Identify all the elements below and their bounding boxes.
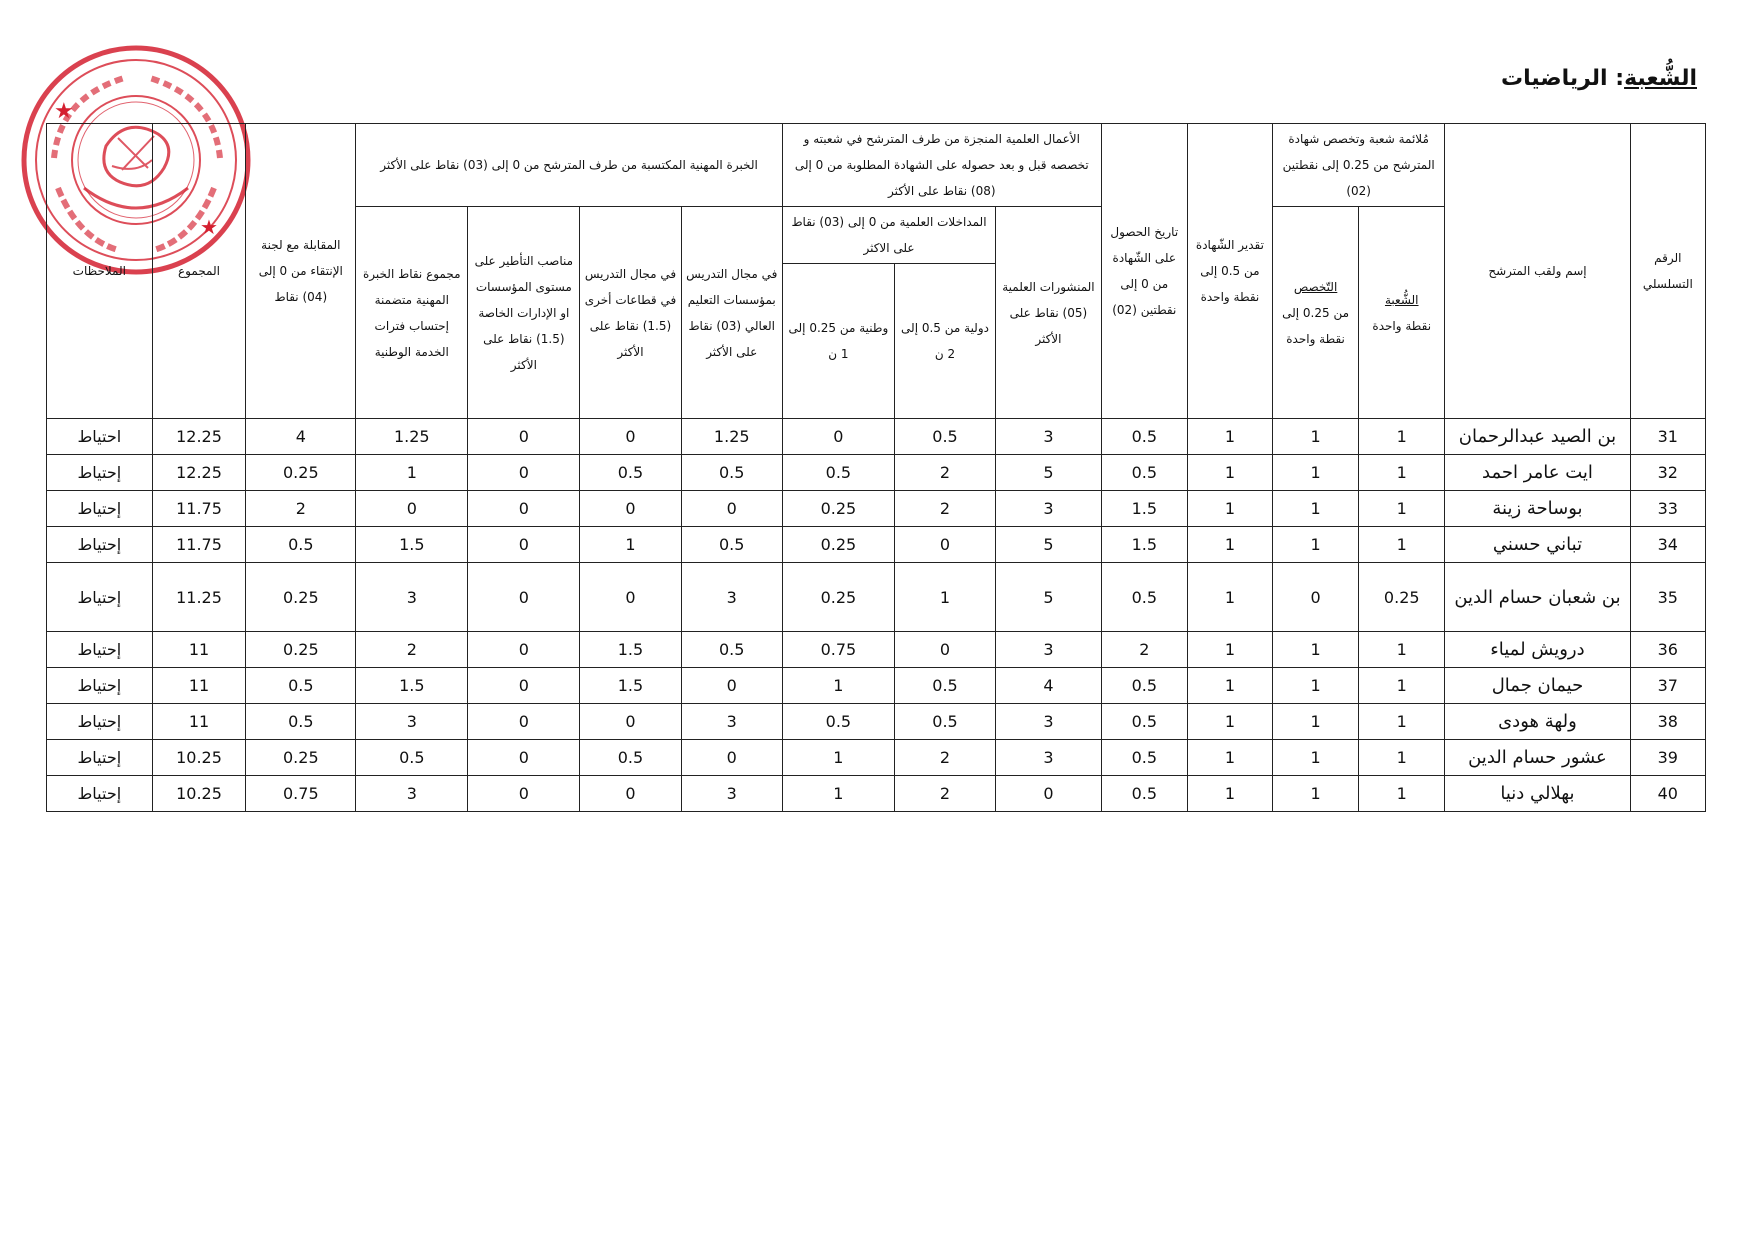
cell-interview: 4 [246, 419, 356, 455]
cell-publications: 3 [996, 419, 1102, 455]
cell-serial: 40 [1630, 776, 1705, 812]
cell-exp-other: 1.5 [580, 668, 681, 704]
cell-branch: 1 [1359, 776, 1445, 812]
cell-international: 2 [894, 455, 995, 491]
cell-note: إحتياط [47, 776, 153, 812]
cell-exp-other: 0 [580, 563, 681, 632]
cell-interview: 0.25 [246, 740, 356, 776]
cell-national: 1 [782, 740, 894, 776]
cell-name: بوساحة زينة [1445, 491, 1630, 527]
cell-exp-mgmt: 0 [468, 776, 580, 812]
cell-exp-total: 0 [356, 491, 468, 527]
cell-interview: 0.5 [246, 527, 356, 563]
header-total: المجموع [152, 124, 246, 419]
cell-total: 12.25 [152, 419, 246, 455]
cell-note: إحتياط [47, 455, 153, 491]
cell-branch: 1 [1359, 668, 1445, 704]
cell-spec: 1 [1272, 491, 1358, 527]
cell-exp-higher: 3 [681, 563, 782, 632]
cell-branch: 1 [1359, 455, 1445, 491]
cell-total: 11 [152, 704, 246, 740]
cell-international: 0.5 [894, 419, 995, 455]
header-national: وطنية من 0.25 إلى 1 ن [782, 264, 894, 419]
cell-exp-other: 1.5 [580, 632, 681, 668]
cell-exp-higher: 0.5 [681, 455, 782, 491]
cell-exp-total: 1 [356, 455, 468, 491]
cell-serial: 31 [1630, 419, 1705, 455]
cell-date: 2 [1101, 632, 1187, 668]
cell-total: 10.25 [152, 740, 246, 776]
header-fit-branch-rest: نقطة واحدة [1372, 318, 1432, 333]
cell-spec: 1 [1272, 668, 1358, 704]
cell-date: 1.5 [1101, 491, 1187, 527]
cell-total: 11.25 [152, 563, 246, 632]
cell-exp-other: 0 [580, 776, 681, 812]
cell-branch: 0.25 [1359, 563, 1445, 632]
cell-name: حيمان جمال [1445, 668, 1630, 704]
cell-exp-higher: 0 [681, 740, 782, 776]
table-row [47, 491, 1706, 527]
cell-date: 0.5 [1101, 776, 1187, 812]
cell-exp-higher: 0.5 [681, 632, 782, 668]
header-fit-branch [1359, 207, 1445, 419]
cell-grade: 1 [1187, 491, 1272, 527]
cell-date: 0.5 [1101, 419, 1187, 455]
cell-exp-higher: 3 [681, 776, 782, 812]
cell-interview: 0.25 [246, 563, 356, 632]
cell-note: إحتياط [47, 491, 153, 527]
cell-total: 11 [152, 668, 246, 704]
cell-spec: 1 [1272, 740, 1358, 776]
cell-date: 0.5 [1101, 455, 1187, 491]
cell-name: تباني حسني [1445, 527, 1630, 563]
cell-grade: 1 [1187, 527, 1272, 563]
cell-spec: 1 [1272, 527, 1358, 563]
cell-date: 0.5 [1101, 668, 1187, 704]
cell-branch: 1 [1359, 740, 1445, 776]
cell-grade: 1 [1187, 455, 1272, 491]
cell-exp-total: 3 [356, 704, 468, 740]
cell-note: احتياط [47, 419, 153, 455]
candidates-table [46, 123, 1706, 812]
page-title [1501, 66, 1697, 91]
cell-spec: 1 [1272, 704, 1358, 740]
cell-name: بهلالي دنيا [1445, 776, 1630, 812]
cell-international: 2 [894, 491, 995, 527]
header-fit-spec [1272, 207, 1358, 419]
cell-exp-higher: 3 [681, 704, 782, 740]
cell-interview: 2 [246, 491, 356, 527]
table-row [47, 740, 1706, 776]
cell-publications: 5 [996, 563, 1102, 632]
cell-total: 11.75 [152, 491, 246, 527]
cell-serial: 32 [1630, 455, 1705, 491]
header-publications: المنشورات العلمية (05) نقاط على الأكثر [996, 207, 1102, 419]
cell-total: 11 [152, 632, 246, 668]
cell-branch: 1 [1359, 527, 1445, 563]
cell-grade: 1 [1187, 740, 1272, 776]
header-international: دولية من 0.5 إلى 2 ن [894, 264, 995, 419]
cell-spec: 1 [1272, 455, 1358, 491]
cell-total: 12.25 [152, 455, 246, 491]
cell-international: 0.5 [894, 704, 995, 740]
cell-exp-other: 0 [580, 419, 681, 455]
cell-exp-other: 1 [580, 527, 681, 563]
cell-name: درويش لمياء [1445, 632, 1630, 668]
table-row [47, 419, 1706, 455]
cell-international: 1 [894, 563, 995, 632]
cell-national: 0.5 [782, 704, 894, 740]
cell-publications: 3 [996, 704, 1102, 740]
cell-exp-total: 3 [356, 776, 468, 812]
cell-serial: 38 [1630, 704, 1705, 740]
cell-exp-mgmt: 0 [468, 527, 580, 563]
cell-serial: 35 [1630, 563, 1705, 632]
cell-international: 0 [894, 632, 995, 668]
cell-international: 2 [894, 776, 995, 812]
cell-note: إحتياط [47, 704, 153, 740]
cell-note: إحتياط [47, 740, 153, 776]
cell-exp-higher: 0 [681, 491, 782, 527]
cell-exp-total: 1.25 [356, 419, 468, 455]
table-row [47, 776, 1706, 812]
cell-exp-other: 0.5 [580, 740, 681, 776]
cell-exp-mgmt: 0 [468, 419, 580, 455]
cell-national: 0.25 [782, 527, 894, 563]
cell-exp-mgmt: 0 [468, 455, 580, 491]
cell-serial: 33 [1630, 491, 1705, 527]
cell-note: إحتياط [47, 668, 153, 704]
cell-date: 1.5 [1101, 527, 1187, 563]
cell-national: 0 [782, 419, 894, 455]
cell-exp-higher: 1.25 [681, 419, 782, 455]
cell-national: 1 [782, 668, 894, 704]
cell-serial: 34 [1630, 527, 1705, 563]
header-interventions-group: المداخلات العلمية من 0 إلى (03) نقاط على الاكثر [782, 207, 995, 264]
header-exp-total: مجموع نقاط الخبرة المهنية متضمنة إحتساب فترات الخدمة الوطنية [356, 207, 468, 419]
cell-exp-other: 0 [580, 704, 681, 740]
header-experience-group: الخبرة المهنية المكتسبة من طرف المترشح من 0 إلى (03) نقاط على الأكثر [356, 124, 783, 207]
cell-interview: 0.5 [246, 704, 356, 740]
cell-date: 0.5 [1101, 704, 1187, 740]
cell-grade: 1 [1187, 704, 1272, 740]
cell-name: عشور حسام الدين [1445, 740, 1630, 776]
cell-grade: 1 [1187, 632, 1272, 668]
cell-international: 0 [894, 527, 995, 563]
table-row [47, 563, 1706, 632]
cell-national: 1 [782, 776, 894, 812]
cell-branch: 1 [1359, 419, 1445, 455]
cell-name: بن الصيد عبدالرحمان [1445, 419, 1630, 455]
cell-exp-total: 2 [356, 632, 468, 668]
cell-publications: 5 [996, 527, 1102, 563]
cell-serial: 37 [1630, 668, 1705, 704]
cell-exp-mgmt: 0 [468, 632, 580, 668]
cell-exp-total: 0.5 [356, 740, 468, 776]
cell-exp-total: 3 [356, 563, 468, 632]
header-exp-other: في مجال التدريس في قطاعات أخرى (1.5) نقاط على الأكثر [580, 207, 681, 419]
cell-publications: 3 [996, 740, 1102, 776]
header-fit-spec-title: التّخصص [1293, 279, 1338, 294]
cell-spec: 1 [1272, 776, 1358, 812]
header-fit-branch-title: الشُّعبة [1384, 292, 1419, 307]
cell-name: ايت عامر احمد [1445, 455, 1630, 491]
cell-date: 0.5 [1101, 563, 1187, 632]
cell-total: 10.25 [152, 776, 246, 812]
header-fit-spec-rest: من 0.25 إلى نقطة واحدة [1282, 305, 1350, 346]
cell-date: 0.5 [1101, 740, 1187, 776]
cell-exp-mgmt: 0 [468, 491, 580, 527]
title-colon: : [1607, 66, 1625, 91]
cell-branch: 1 [1359, 704, 1445, 740]
cell-publications: 3 [996, 632, 1102, 668]
header-exp-higher: في مجال التدريس بمؤسسات التعليم العالي (03) نقاط على الأكثر [681, 207, 782, 419]
cell-grade: 1 [1187, 419, 1272, 455]
cell-interview: 0.75 [246, 776, 356, 812]
table-row [47, 632, 1706, 668]
cell-grade: 1 [1187, 563, 1272, 632]
cell-exp-other: 0 [580, 491, 681, 527]
header-scientific-group: الأعمال العلمية المنجزة من طرف المترشح في شعبته و تخصصه قبل و بعد حصوله على الشهادة المطلوبة من 0 إلى (08) نقاط على الأكثر [782, 124, 1101, 207]
cell-national: 0.25 [782, 563, 894, 632]
svg-text:★: ★ [200, 215, 218, 239]
header-name: إسم ولقب المترشح [1445, 124, 1630, 419]
title-value: الرياضيات [1500, 66, 1608, 91]
header-grade: تقدير الشّهادة من 0.5 إلى نقطة واحدة [1187, 124, 1272, 419]
table-row [47, 527, 1706, 563]
cell-interview: 0.25 [246, 632, 356, 668]
table-row [47, 668, 1706, 704]
cell-serial: 36 [1630, 632, 1705, 668]
cell-spec: 1 [1272, 419, 1358, 455]
cell-branch: 1 [1359, 632, 1445, 668]
cell-exp-higher: 0 [681, 668, 782, 704]
title-label: الشُّعبة [1624, 66, 1697, 91]
cell-grade: 1 [1187, 776, 1272, 812]
cell-publications: 4 [996, 668, 1102, 704]
header-date: تاريخ الحصول على الشّهادة من 0 إلى نقطتين (02) [1101, 124, 1187, 419]
cell-serial: 39 [1630, 740, 1705, 776]
cell-exp-mgmt: 0 [468, 740, 580, 776]
cell-exp-mgmt: 0 [468, 563, 580, 632]
header-exp-mgmt: مناصب التأطير على مستوى المؤسسات او الإدارات الخاصة (1.5) نقاط على الأكثر [468, 207, 580, 419]
table-row [47, 704, 1706, 740]
table-row [47, 455, 1706, 491]
header-notes: الملاحظات [47, 124, 153, 419]
header-interview: المقابلة مع لجنة الإنتقاء من 0 إلى (04) نقاط [246, 124, 356, 419]
cell-exp-total: 1.5 [356, 527, 468, 563]
cell-exp-total: 1.5 [356, 668, 468, 704]
cell-interview: 0.25 [246, 455, 356, 491]
cell-spec: 0 [1272, 563, 1358, 632]
cell-spec: 1 [1272, 632, 1358, 668]
cell-branch: 1 [1359, 491, 1445, 527]
cell-publications: 0 [996, 776, 1102, 812]
header-serial: الرقم التسلسلي [1630, 124, 1705, 419]
cell-publications: 5 [996, 455, 1102, 491]
cell-exp-mgmt: 0 [468, 704, 580, 740]
cell-note: إحتياط [47, 563, 153, 632]
cell-name: بن شعبان حسام الدين [1445, 563, 1630, 632]
cell-exp-other: 0.5 [580, 455, 681, 491]
cell-publications: 3 [996, 491, 1102, 527]
svg-text:★: ★ [54, 99, 74, 124]
cell-national: 0.75 [782, 632, 894, 668]
cell-note: إحتياط [47, 527, 153, 563]
cell-exp-higher: 0.5 [681, 527, 782, 563]
cell-exp-mgmt: 0 [468, 668, 580, 704]
cell-total: 11.75 [152, 527, 246, 563]
cell-international: 0.5 [894, 668, 995, 704]
cell-international: 2 [894, 740, 995, 776]
cell-interview: 0.5 [246, 668, 356, 704]
cell-national: 0.25 [782, 491, 894, 527]
cell-national: 0.5 [782, 455, 894, 491]
cell-grade: 1 [1187, 668, 1272, 704]
cell-note: إحتياط [47, 632, 153, 668]
header-fit-group: مُلائمة شعبة وتخصص شهادة المترشح من 0.25 إلى نقطتين (02) [1272, 124, 1444, 207]
cell-name: ولهة هودى [1445, 704, 1630, 740]
